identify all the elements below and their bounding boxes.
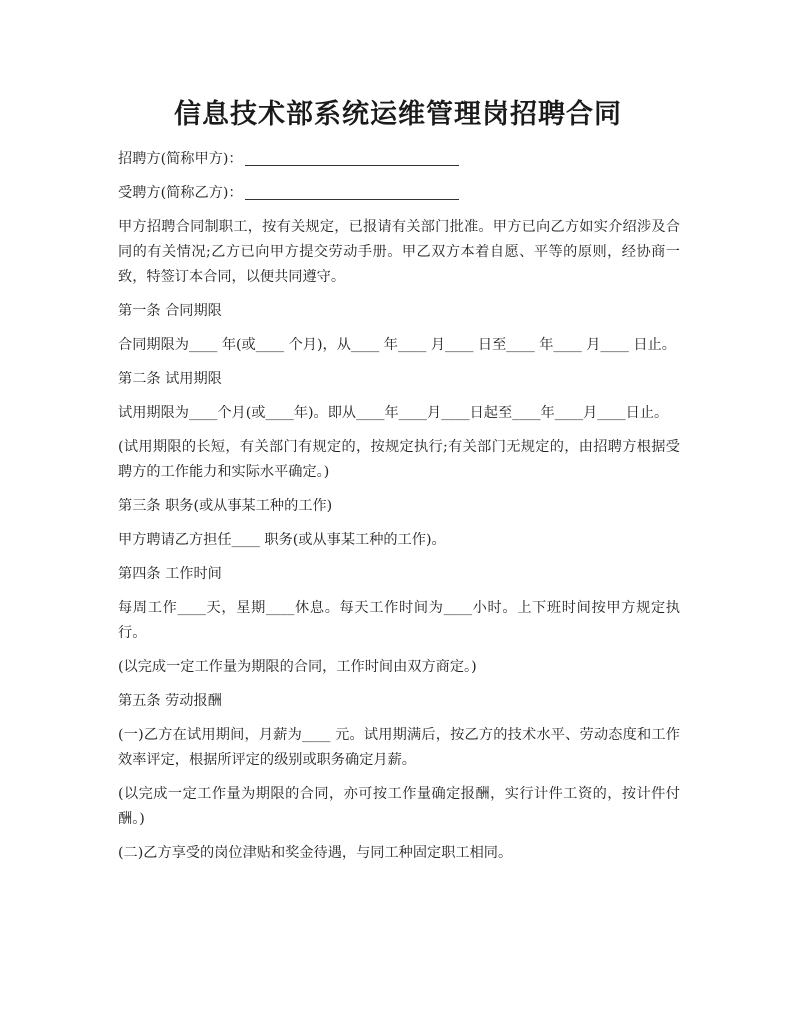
article-5-heading: 第五条 劳动报酬	[118, 693, 222, 709]
article-2-note: (试用期限的长短，有关部门有规定的，按规定执行;有关部门无规定的，由招聘方根据受聘方的工作能力和实际水平确定。)	[118, 439, 680, 480]
article-1-heading: 第一条 合同期限	[118, 303, 222, 319]
document-title: 信息技术部系统运维管理岗招聘合同	[174, 99, 622, 130]
article-4-note: (以完成一定工作量为期限的合同，工作时间由双方商定。)	[118, 659, 477, 675]
article-2-heading: 第二条 试用期限	[118, 371, 222, 387]
employee-blank	[245, 182, 459, 200]
article-5-item-2: (二)乙方享受的岗位津贴和奖金待遇，与同工种固定职工相同。	[118, 845, 513, 861]
article-4-heading: 第四条 工作时间	[118, 566, 222, 582]
article-2-text: 试用期限为____个月(或____年)。即从____年____月____日起至____年____月____日止。	[118, 405, 669, 421]
article-4-text: 每周工作____天，星期____休息。每天工作时间为____小时。上下班时间按甲方规定执行。	[118, 600, 680, 641]
article-5-item-1: (一)乙方在试用期间，月薪为____ 元。试用期满后，按乙方的技术水平、劳动态度和工作效率评定，根据所评定的级别或职务确定月薪。	[118, 727, 680, 768]
article-3-heading: 第三条 职务(或从事某工种的工作)	[118, 498, 333, 514]
article-5-note: (以完成一定工作量为期限的合同，亦可按工作量确定报酬，实行计件工资的，按计件付酬。)	[118, 786, 680, 827]
article-3-text: 甲方聘请乙方担任____ 职务(或从事某工种的工作)。	[118, 532, 446, 548]
employer-label: 招聘方(简称甲方)：	[118, 151, 243, 167]
article-1-text: 合同期限为____ 年(或____ 个月)，从____ 年____ 月____ 日至____ 年____ 月____ 日止。	[118, 337, 676, 353]
employee-label: 受聘方(简称乙方)：	[118, 185, 243, 201]
document-body	[118, 147, 680, 875]
employer-line	[118, 147, 680, 172]
employer-blank	[245, 148, 459, 166]
employee-line	[118, 181, 680, 206]
intro-paragraph: 甲方招聘合同制职工，按有关规定，已报请有关部门批准。甲方已向乙方如实介绍涉及合同的有关情况;乙方已向甲方提交劳动手册。甲乙双方本着自愿、平等的原则，经协商一致，特签订本合同，以便共同遵守。	[118, 219, 680, 285]
